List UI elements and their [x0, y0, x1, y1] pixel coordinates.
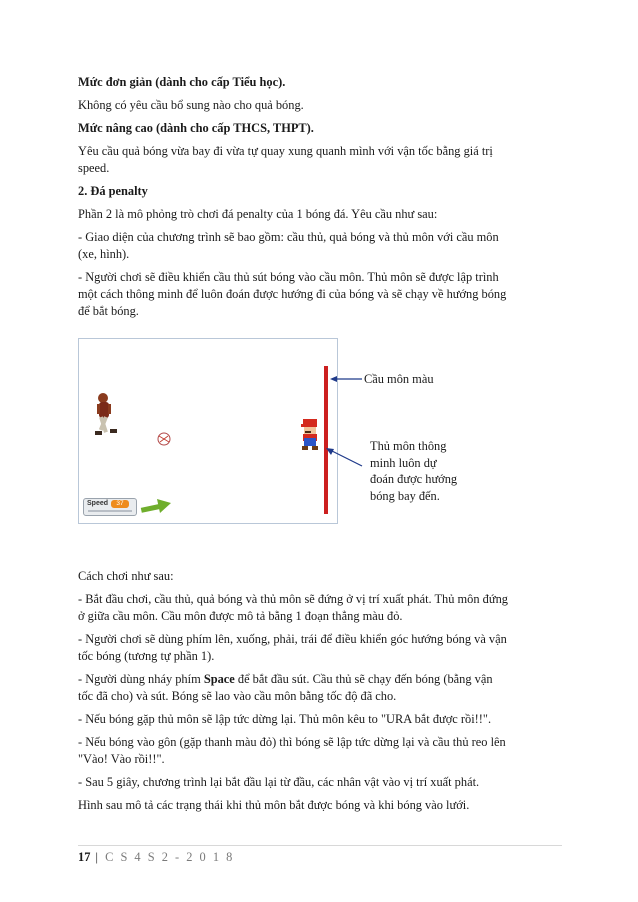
footer-divider — [78, 845, 562, 846]
callout-keeper-text — [370, 438, 457, 504]
footer-label: C S 4 S 2 - 2 0 1 8 — [105, 850, 235, 864]
space-key-label: Space — [203, 672, 235, 686]
paragraph-howto: Cách chơi như sau: — [78, 569, 174, 583]
speed-slider[interactable] — [88, 510, 132, 512]
paragraph-restart: - Sau 5 giây, chương trình lại bắt đầu lại từ đầu, các nhân vật vào vị trí xuất phát. — [78, 775, 480, 789]
section-heading-penalty: 2. Đá penalty — [78, 184, 148, 198]
paragraph-interface-1: - Giao diện của chương trình sẽ bao gồm: cầu thủ, quả bóng và thủ môn với cầu môn — [78, 230, 499, 244]
player-sprite — [95, 393, 117, 435]
page-number: 17 — [78, 850, 91, 864]
speed-value: 37 — [111, 500, 129, 508]
goal-post — [324, 366, 328, 514]
space-text-b: để bắt đầu sút. Cầu thủ sẽ chạy đến bóng (bằng vận — [234, 672, 493, 686]
callout-keeper-arrow — [330, 450, 362, 466]
speed-label: Speed — [87, 500, 109, 507]
paragraph-control-2: một cách thông minh để luôn đoán được hướng đi của bóng và sẽ chạy về hướng bóng — [78, 287, 507, 301]
paragraph-keys-2: tốc bóng (tương tự phần 1). — [78, 649, 215, 663]
callout-goal-text: Cầu môn màu — [364, 372, 434, 386]
heading-basic-level: Mức đơn giản (dành cho cấp Tiểu học). — [78, 75, 286, 89]
paragraph-advanced-1: Yêu cầu quả bóng vừa bay đi vừa tự quay xung quanh mình với vận tốc bằng giá trị — [78, 144, 493, 158]
paragraph-start-1: - Bắt đầu chơi, cầu thủ, quả bóng và thủ môn sẽ đứng ở vị trí xuất phát. Thủ môn đứng — [78, 592, 508, 606]
callout-keeper-line-4: bóng bay đến. — [370, 488, 440, 503]
paragraph-control-3: để bắt bóng. — [78, 304, 139, 318]
game-stage-figure — [78, 338, 338, 524]
paragraph-space-2: tốc đã cho) và sút. Bóng sẽ lao vào cầu môn bằng tốc độ đã cho. — [78, 689, 397, 703]
paragraph-space-1 — [78, 671, 562, 688]
paragraph-goal-2: "Vào! Vào rồi!!". — [78, 752, 165, 766]
paragraph-basic-level: Không có yêu cầu bổ sung nào cho quả bóng. — [78, 98, 304, 112]
callout-keeper-line-3: đoán được hướng — [370, 472, 458, 486]
heading-advanced-level: Mức nâng cao (dành cho cấp THCS, THPT). — [78, 121, 314, 135]
footer-separator: | — [90, 850, 106, 864]
paragraph-goal-1: - Nếu bóng vào gôn (gặp thanh màu đỏ) thì bóng sẽ lập tức dừng lại và cầu thủ reo lên — [78, 735, 506, 749]
callout-keeper-line-2: minh luôn dự — [370, 455, 437, 470]
paragraph-keeper-catch: - Nếu bóng gặp thủ môn sẽ lập tức dừng lại. Thủ môn kêu to "URA bắt được rồi!!". — [78, 712, 492, 726]
paragraph-interface-2: (xe, hình). — [78, 247, 130, 261]
paragraph-control-1: - Người chơi sẽ điều khiển cầu thủ sút bóng vào cầu môn. Thủ môn sẽ được lập trình — [78, 270, 499, 284]
space-text-a: - Người dùng nháy phím — [78, 672, 204, 686]
green-arrow-icon — [141, 499, 171, 513]
paragraph-keys-1: - Người chơi sẽ dùng phím lên, xuống, phải, trái để điều khiển góc hướng bóng và vận — [78, 632, 507, 646]
paragraph-intro: Phần 2 là mô phỏng trò chơi đá penalty của 1 bóng đá. Yêu cầu như sau: — [78, 207, 438, 221]
paragraph-figure-intro: Hình sau mô tả các trạng thái khi thủ môn bắt được bóng và khi bóng vào lưới. — [78, 798, 470, 812]
speed-monitor — [83, 498, 137, 516]
paragraph-start-2: ở giữa cầu môn. Cầu môn được mô tả bằng 1 đoạn thẳng màu đỏ. — [78, 609, 403, 623]
paragraph-advanced-2: speed. — [78, 161, 110, 175]
page-footer — [78, 850, 234, 865]
stage-art — [79, 339, 337, 523]
goal-and-callouts — [300, 360, 370, 520]
callout-keeper-line-1: Thủ môn thông — [370, 439, 447, 453]
ball-sprite — [158, 433, 170, 445]
